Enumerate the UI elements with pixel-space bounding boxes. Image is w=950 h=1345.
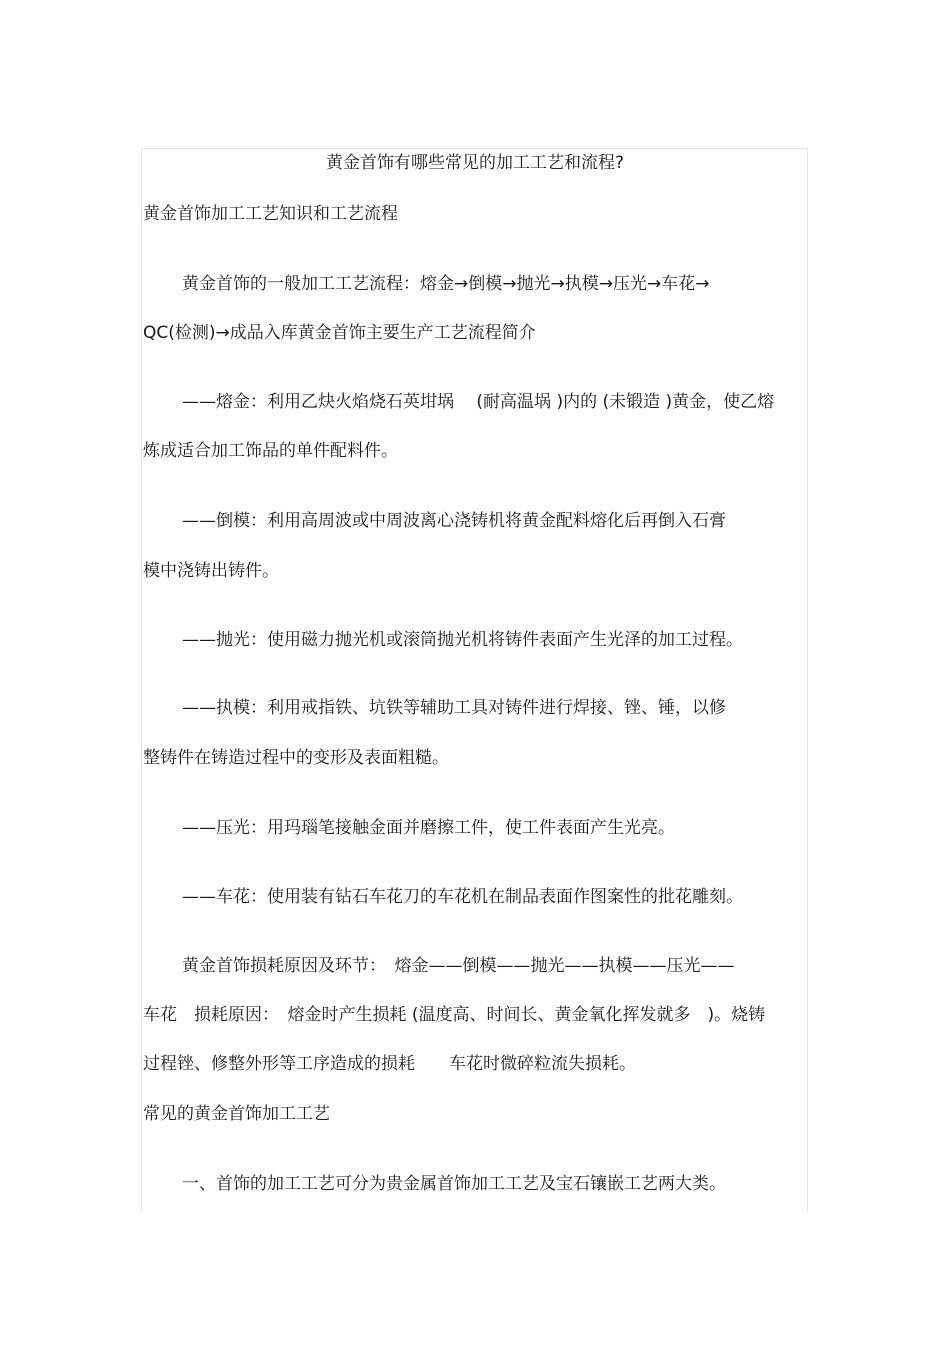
paragraph-melting-line1: ——熔金：利用乙炔火焰烧石英坩埚 (耐高温埚 )内的 (未锻造 )黄金，使乙熔 (182, 392, 775, 412)
paragraph-casting-line1: ——倒模：利用高周波或中周波离心浇铸机将黄金配料熔化后再倒入石膏 (182, 511, 726, 531)
paragraph-melting-line2: 炼成适合加工饰品的单件配料件。 (143, 441, 398, 461)
paragraph-process-line1: 黄金首饰的一般加工工艺流程：熔金→倒模→抛光→执模→压光→车花→ (182, 274, 710, 294)
document-title: 黄金首饰有哪些常见的加工工艺和流程? (325, 153, 625, 173)
paragraph-casting-line2: 模中浇铸出铸件。 (143, 561, 279, 581)
section-heading-process: 黄金首饰加工工艺知识和工艺流程 (143, 204, 398, 224)
paragraph-polishing: ——抛光：使用磁力抛光机或滚筒抛光机将铸件表面产生光泽的加工过程。 (182, 630, 743, 650)
paragraph-process-line2: QC(检测)→成品入库黄金首饰主要生产工艺流程简介 (143, 323, 536, 343)
paragraph-finishing-line2: 整铸件在铸造过程中的变形及表面粗糙。 (143, 748, 449, 768)
paragraph-engraving: ——车花：使用装有钻石车花刀的车花机在制品表面作图案性的批花雕刻。 (182, 887, 743, 907)
paragraph-loss-line2: 车花 损耗原因： 熔金时产生损耗 (温度高、时间长、黄金氧化挥发就多 )。烧铸 (143, 1005, 766, 1025)
section-heading-common: 常见的黄金首饰加工工艺 (143, 1104, 330, 1124)
paragraph-loss-line3: 过程锉、修整外形等工序造成的损耗 车花时微碎粒流失损耗。 (143, 1054, 636, 1074)
page-frame (141, 148, 808, 1211)
paragraph-finishing-line1: ——执模：利用戒指铁、坑铁等辅助工具对铸件进行焊接、锉、锤，以修 (182, 698, 726, 718)
paragraph-burnishing: ——压光：用玛瑙笔接触金面并磨擦工件，使工件表面产生光亮。 (182, 818, 675, 838)
paragraph-loss-line1: 黄金首饰损耗原因及环节： 熔金——倒模——抛光——执模——压光—— (182, 956, 735, 976)
paragraph-categories: 一、首饰的加工工艺可分为贵金属首饰加工工艺及宝石镶嵌工艺两大类。 (182, 1174, 726, 1194)
